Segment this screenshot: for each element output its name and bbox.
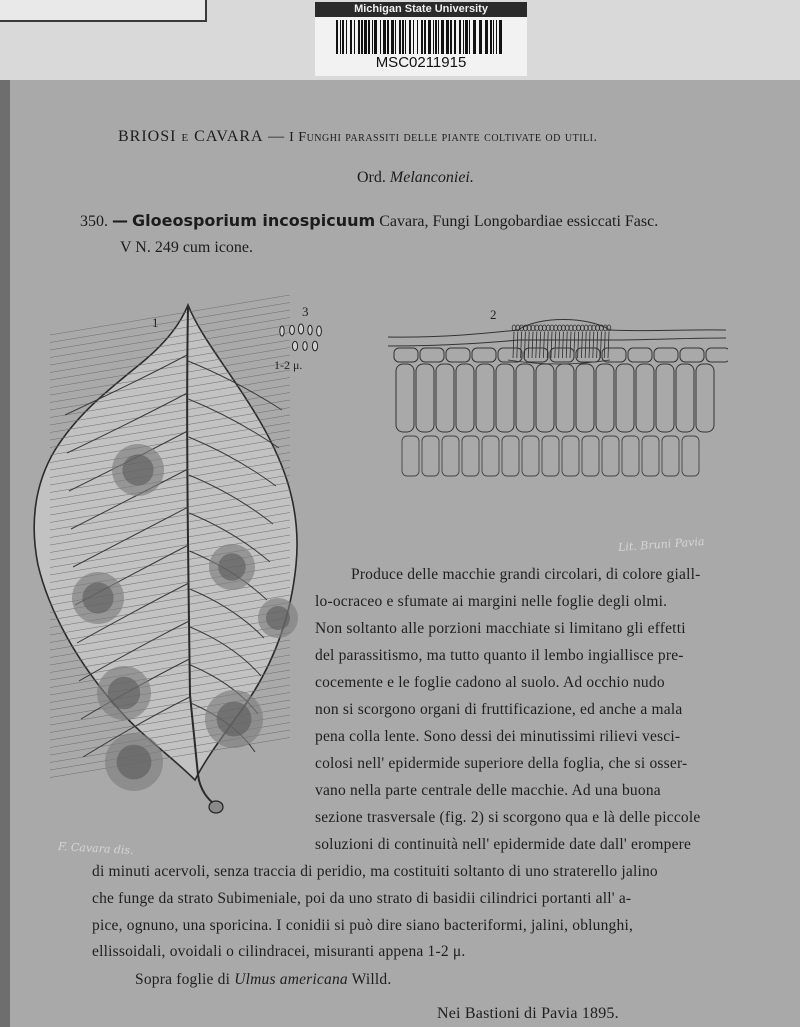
- herbarium-sheet: [10, 80, 800, 1027]
- host-plant: Ulmus americana: [234, 971, 348, 988]
- series-header: [118, 127, 597, 148]
- species-citation-2: V N. 249 cum icone.: [120, 239, 254, 256]
- description-line: colosi nell' epidermide superiore della foglia, che si osser-: [315, 755, 688, 772]
- description-line: di minuti acervoli, senza traccia di peridio, ma costituiti soltanto di uno straterello jalino: [92, 863, 658, 880]
- host-authority: Willd.: [351, 971, 392, 988]
- figure-3-scale: 1-2 μ.: [274, 358, 303, 372]
- barcode-institution: Michigan State University: [315, 2, 527, 17]
- description-line: ellissoidali, ovoidali o cilindracei, misuranti appena 1-2 μ.: [92, 943, 466, 960]
- order-line: [357, 168, 474, 188]
- header-dash: —: [268, 128, 285, 145]
- description-line: che funge da strato Subimeniale, poi da uno strato di basidii cilindrici portanti all' a-: [92, 890, 632, 907]
- header-authors: BRIOSI e CAVARA: [118, 128, 264, 145]
- host-line: [135, 970, 391, 990]
- species-name: Gloeosporium incospicuum: [132, 211, 376, 230]
- barcode-number: MSC0211915: [375, 54, 467, 71]
- description-line: cocemente e le foglie cadono al suolo. Ad occhio nudo: [315, 674, 665, 691]
- species-number: 350.: [80, 213, 108, 230]
- species-line: [80, 211, 658, 232]
- figure-3-label: 3: [302, 304, 309, 319]
- figure-3-conidia: [268, 302, 348, 377]
- description-line: Non soltanto alle porzioni macchiate si limitano gli effetti: [315, 620, 686, 637]
- description-line: pena colla lente. Sono dessi dei minutissimi rilievi vesci-: [315, 728, 681, 745]
- figure-1-label: 1: [152, 315, 159, 330]
- figure-1-leaf-illustration: [20, 295, 310, 825]
- engraver-signature: Lit. Bruni Pavia: [617, 534, 705, 555]
- illustrator-signature: F. Cavara dis.: [57, 840, 134, 857]
- description-line: pice, ognuno, una sporicina. I conidii si può dire siano bacteriformi, jalini, oblunghi,: [92, 917, 634, 934]
- header-series-title: I Funghi parassiti delle piante coltivate od utili.: [289, 130, 598, 145]
- order-name: Melanconiei.: [389, 169, 474, 186]
- description-line: sezione trasversale (fig. 2) si scorgono qua e là delle piccole: [315, 809, 701, 826]
- figure-2-label: 2: [490, 307, 497, 322]
- order-prefix: Ord.: [357, 169, 386, 186]
- locality-date: Nei Bastioni di Pavia 1895.: [437, 1005, 619, 1022]
- species-dash: —: [112, 211, 128, 230]
- description-line: del parassitismo, ma tutto quanto il lembo ingiallisce pre-: [315, 647, 684, 664]
- adjacent-card-edge: [0, 0, 207, 22]
- description-line: soluzioni di continuità nell' epidermide date dall' erompere: [315, 836, 692, 853]
- figure-2-cross-section: [388, 302, 728, 482]
- description-line: Produce delle macchie grandi circolari, di colore giall-: [351, 566, 701, 583]
- description-line: lo-ocraceo e sfumate ai margini nelle foglie degli olmi.: [315, 593, 668, 610]
- description-line: vano nella parte centrale delle macchie. Ad una buona: [315, 782, 661, 799]
- barcode-label: [315, 2, 527, 76]
- barcode-bars: [336, 20, 506, 54]
- host-prefix: Sopra foglie di: [135, 971, 231, 988]
- species-citation-1: Cavara, Fungi Longobardiae essiccati Fasc.: [379, 213, 659, 230]
- description-line: non si scorgono organi di fruttificazione, ed anche a mala: [315, 701, 683, 718]
